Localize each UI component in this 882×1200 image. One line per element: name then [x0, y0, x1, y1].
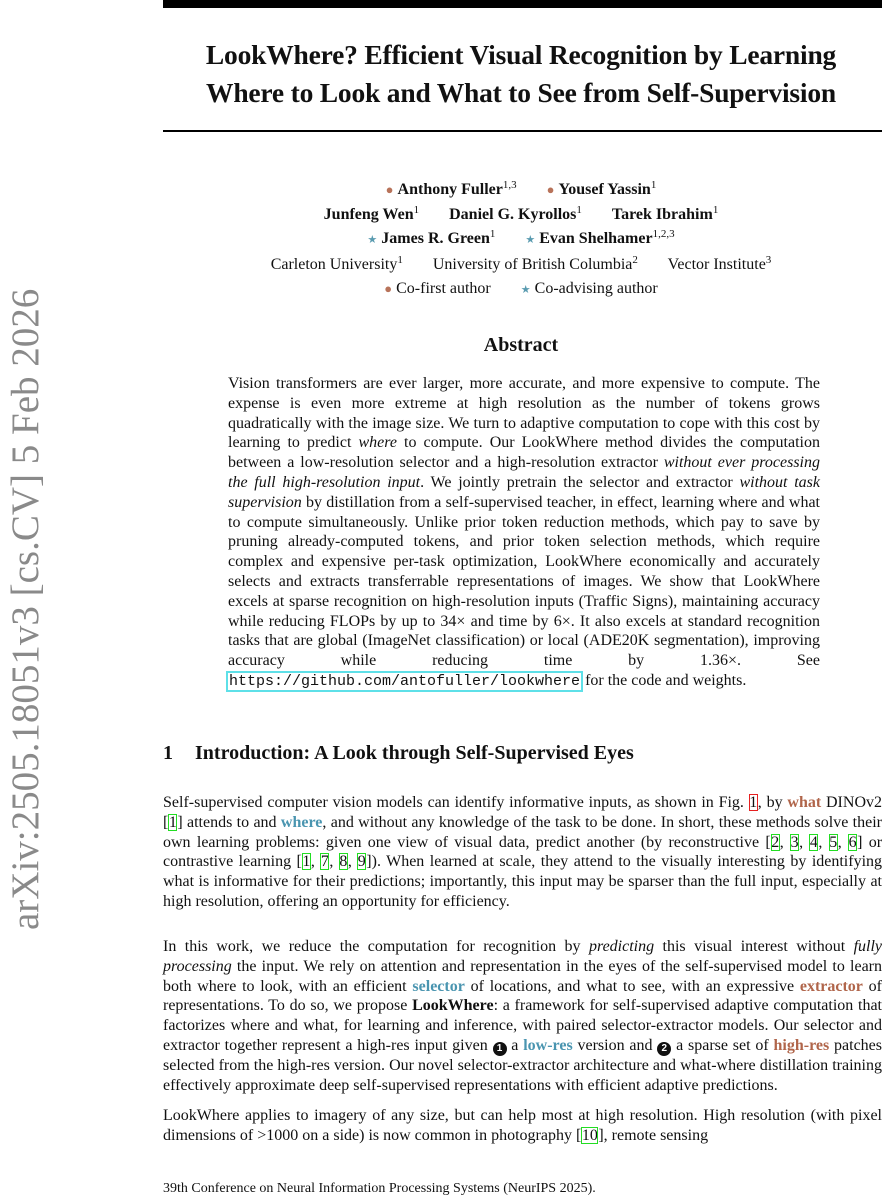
- paragraph-emphasis: fully processing: [163, 938, 882, 975]
- extractor-highlight: extractor: [799, 977, 863, 995]
- co-advising-star-icon: ★: [520, 284, 531, 296]
- affiliation-number: 3: [765, 253, 772, 266]
- section-title-text: Introduction: A Look through Self-Supervised Eyes: [195, 742, 634, 764]
- co-first-dot-icon: ●: [546, 182, 555, 197]
- affiliation-name: Carleton University: [270, 255, 398, 273]
- selector-highlight: selector: [412, 977, 465, 995]
- co-first-label: Co-first author: [396, 280, 491, 297]
- citation-link[interactable]: 5: [829, 833, 838, 851]
- author-name: Junfeng Wen: [323, 205, 414, 223]
- abstract-emphasis: without ever processing the full high-resolution input: [228, 454, 821, 491]
- title-bottom-rule: [163, 130, 882, 132]
- circled-number-two-icon: 2: [657, 1042, 671, 1056]
- what-highlight: what: [787, 794, 822, 811]
- affiliation-number: 1: [397, 253, 403, 266]
- abstract-text: Vision transformers are ever larger, more accurate, and more expensive to compute. The expense is even more extreme at high resolution as the number of tokens grows quadratically with the image size. We turn to adaptive computation to cope with this cost by learning to predict: [228, 375, 820, 452]
- arxiv-identifier-stamp[interactable]: arXiv:2505.18051v3 [cs.CV] 5 Feb 2026: [4, 288, 47, 930]
- abstract-emphasis: where: [358, 434, 397, 452]
- intro-paragraph-3: [163, 1106, 882, 1146]
- section-heading: [163, 742, 634, 765]
- paragraph-text: LookWhere applies to imagery of any size, but can help most at high resolution. High resolution (with pixel dimensions of >1000 on a side) is now common in photography [: [163, 1107, 882, 1144]
- github-url-link[interactable]: https://github.com/antofuller/lookwhere: [229, 672, 581, 690]
- low-res-highlight: low-res: [523, 1036, 573, 1054]
- paragraph-emphasis: predicting: [588, 938, 655, 955]
- author-name: Evan Shelhamer: [539, 230, 653, 247]
- author-row-3: [160, 227, 882, 253]
- co-first-dot-icon: ●: [385, 182, 394, 197]
- citation-link[interactable]: 1: [168, 813, 177, 831]
- abstract-text: by distillation from a self-supervised teacher, in effect, learning where and what to compute simultaneously. Unlike prior token reduction methods, which pay to save by pruning already-computed tokens, and prior token selection methods, which require complex and expensive per-task optimization, LookWhere economically and accurately selects and extracts transferrable representations of images. We show that LookWhere excels at sparse recognition on high-resolution inputs (Traffic Signs), maintaining accuracy while reducing FLOPs by up to 34× and time by 6×. It also excels at standard recognition tasks that are global (ImageNet classification) or local (ADE20K segmentation), improving accuracy while reducing time by 1.36×. See: [228, 493, 820, 670]
- affiliation-number: 2: [632, 253, 638, 266]
- author-affiliation: 1,3: [502, 179, 517, 191]
- citation-link[interactable]: 9: [357, 853, 366, 871]
- co-advising-label: Co-advising author: [534, 280, 658, 297]
- paragraph-text: DINOv2 [: [163, 794, 882, 831]
- paragraph-text: ] attends to and: [177, 813, 281, 831]
- author-affiliation: 1: [413, 203, 420, 216]
- paragraph-text: this visual interest without: [654, 938, 854, 955]
- citation-link[interactable]: 3: [790, 833, 799, 851]
- author-affiliation: 1: [576, 203, 582, 216]
- author-affiliation: 1: [650, 179, 657, 191]
- lookwhere-bold: LookWhere: [412, 997, 494, 1015]
- section-number: 1: [163, 742, 173, 764]
- paragraph-text: patches selected from the high-res version. Our novel selector-extractor architecture and what-where distillation training effectively approximate deep self-supervised representations with efficient adaptive predictions.: [163, 1036, 882, 1094]
- paragraph-text: version and: [572, 1036, 658, 1054]
- title-line-1: LookWhere? Efficient Visual Recognition by Learning: [205, 39, 837, 70]
- author-name: James R. Green: [381, 230, 490, 247]
- author-name: Tarek Ibrahim: [611, 205, 713, 223]
- co-advising-star-icon: ★: [367, 234, 378, 246]
- co-first-dot-icon: ●: [384, 281, 393, 296]
- paragraph-text: of locations, and what to see, with an expressive: [464, 977, 800, 995]
- affiliation-name: Vector Institute: [667, 255, 766, 273]
- abstract-heading: Abstract: [483, 334, 559, 356]
- citation-link[interactable]: 2: [771, 833, 780, 851]
- affiliation-name: University of British Columbia: [432, 255, 633, 273]
- paragraph-text: ], remote sensing: [598, 1126, 709, 1144]
- figure-reference-link[interactable]: 1: [749, 794, 758, 811]
- high-res-highlight: high-res: [773, 1036, 830, 1054]
- abstract-text: . We jointly pretrain the selector and extractor: [420, 473, 740, 491]
- paragraph-text: , by: [757, 794, 788, 811]
- author-affiliation: 1,2,3: [652, 228, 675, 240]
- circled-number-one-icon: 1: [493, 1042, 507, 1056]
- paragraph-text: ]). When learned at scale, they attend to the visually interesting by identifying what is informative for their predictions; importantly, this input may be sparser than the full input, especially at high resolution, offering an opportunity for efficiency.: [163, 853, 882, 910]
- abstract-text: for the code and weights.: [581, 671, 747, 689]
- citation-link[interactable]: 4: [809, 833, 818, 851]
- paragraph-text: In this work, we reduce the computation for recognition by: [163, 938, 589, 955]
- paragraph-text: a sparse set of: [671, 1036, 774, 1054]
- abstract-body: [228, 374, 820, 692]
- conference-footnote: 39th Conference on Neural Information Processing Systems (NeurIPS 2025).: [163, 1181, 596, 1196]
- paragraph-text: Self-supervised computer vision models can identify informative inputs, as shown in Fig.: [163, 794, 749, 811]
- author-row-2: [160, 203, 882, 228]
- author-name: Daniel G. Kyrollos: [449, 205, 577, 223]
- author-name: Yousef Yassin: [558, 181, 651, 198]
- paragraph-text: , and without any knowledge of the task to be done. In short, these methods solve their own learning problems: given one view of visual data, predict another (by reconstructive [: [163, 813, 882, 851]
- author-block: [160, 178, 882, 303]
- affiliations-row: [160, 253, 882, 278]
- abstract-text: to compute. Our LookWhere method divides the computation between a low-resolution selector and a high-resolution extractor: [228, 434, 820, 472]
- paragraph-text: : a framework for self-supervised adaptive computation that factorizes where and what, for learning and inference, with paired selector-extractor models. Our selector and extractor together represent a high-res input given: [163, 997, 882, 1054]
- author-name: Anthony Fuller: [397, 181, 503, 198]
- co-advising-star-icon: ★: [525, 234, 536, 246]
- paragraph-text: a: [506, 1036, 524, 1054]
- citation-link[interactable]: 10: [581, 1126, 598, 1144]
- abstract-emphasis: without task supervision: [228, 473, 821, 511]
- intro-paragraph-1: Self-supervised computer vision models can identify informative inputs, as shown in Fig. 1, by what DINOv2 [1] attends to and where, and without any knowledge of the task to be done. In short, these methods solve their own learning problems: given one view of visual data, predict another (by reconstructive [2, 3, 4, 5, 6] or contrastive learning [1, 7, 8, 9]). When learned at scale, they attend to the visually interesting by identifying what is informative for their predictions; importantly, this input may be sparser than the full input, especially at high resolution, offering an opportunity for efficiency.: [163, 794, 882, 910]
- paragraph-text: the input. We rely on attention and representation in the eyes of the self-supervised model to learn both where to look, with an efficient: [163, 957, 882, 995]
- title-top-rule: [163, 0, 882, 8]
- paragraph-text: of representations. To do so, we propose: [163, 977, 882, 1015]
- author-row-1: [160, 178, 882, 203]
- citation-link[interactable]: 7: [320, 853, 329, 871]
- citation-link[interactable]: 1: [302, 853, 311, 871]
- title-line-2: Where to Look and What to See from Self-Supervision: [206, 77, 836, 108]
- citation-link[interactable]: 8: [339, 853, 348, 871]
- where-highlight: where: [280, 813, 323, 831]
- paragraph-text: ] or contrastive learning [: [163, 833, 882, 871]
- citation-link[interactable]: 6: [848, 833, 857, 851]
- author-affiliation: 1: [489, 228, 496, 240]
- author-legend-row: [160, 277, 882, 303]
- author-affiliation: 1: [712, 203, 719, 216]
- paper-title: [160, 36, 882, 112]
- intro-paragraph-2: [163, 937, 882, 1096]
